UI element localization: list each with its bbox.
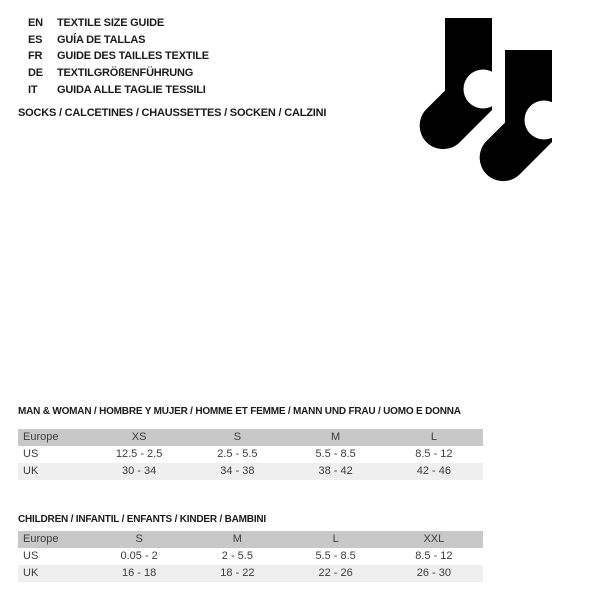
language-code: FR bbox=[28, 50, 43, 63]
language-label: GUIDA ALLE TAGLIE TESSILI bbox=[57, 83, 206, 96]
size-value: 12.5 - 2.5 bbox=[115, 448, 163, 460]
row-label: US bbox=[23, 448, 39, 460]
column-header-size: L bbox=[332, 533, 339, 545]
table-row-us bbox=[18, 548, 483, 565]
category-line: SOCKS / CALCETINES / CHAUSSETTES / SOCKEN / CALZINI bbox=[18, 107, 327, 119]
column-header-size: XXL bbox=[423, 533, 445, 545]
language-row-it bbox=[28, 82, 209, 99]
column-header-size: S bbox=[135, 533, 143, 545]
column-header-region: Europe bbox=[23, 533, 59, 545]
language-code: IT bbox=[28, 83, 38, 96]
sock-left-heel-circle bbox=[464, 70, 503, 109]
language-code: DE bbox=[28, 67, 43, 80]
language-row-fr bbox=[28, 48, 209, 65]
column-header-size: XS bbox=[131, 431, 147, 443]
column-header-size: M bbox=[331, 431, 341, 443]
language-label: TEXTILGRÖßENFÜHRUNG bbox=[57, 67, 194, 80]
children-size-table bbox=[18, 531, 483, 582]
column-header-size: M bbox=[232, 533, 242, 545]
language-label: GUÍA DE TALLAS bbox=[57, 33, 146, 46]
table-header-row bbox=[18, 531, 483, 548]
language-label: GUIDE DES TAILLES TEXTILE bbox=[57, 50, 209, 63]
language-code: ES bbox=[28, 33, 43, 46]
size-value: 0.05 - 2 bbox=[120, 550, 158, 562]
adults-table-title: MAN & WOMAN / HOMBRE Y MUJER / HOMME ET FEMME / MANN UND FRAU / UOMO E DONNA bbox=[18, 406, 461, 417]
size-value: 22 - 26 bbox=[318, 567, 353, 579]
sock-right-heel-circle bbox=[525, 101, 564, 140]
size-value: 38 - 42 bbox=[318, 465, 353, 477]
column-header-region: Europe bbox=[23, 431, 59, 443]
children-table-title: CHILDREN / INFANTIL / ENFANTS / KINDER / BAMBINI bbox=[18, 514, 266, 525]
size-value: 2 - 5.5 bbox=[221, 550, 253, 562]
column-header-size: L bbox=[430, 431, 437, 443]
size-value: 16 - 18 bbox=[122, 567, 157, 579]
column-header-size: S bbox=[233, 431, 242, 443]
adults-size-table bbox=[18, 429, 483, 480]
size-value: 42 - 46 bbox=[416, 465, 451, 477]
size-value: 34 - 38 bbox=[220, 465, 255, 477]
row-label: US bbox=[23, 550, 39, 562]
language-list bbox=[28, 15, 209, 98]
table-row-us bbox=[18, 446, 483, 463]
language-row-en bbox=[28, 15, 209, 32]
row-label: UK bbox=[23, 465, 39, 477]
size-value: 30 - 34 bbox=[122, 465, 157, 477]
size-value: 8.5 - 12 bbox=[415, 448, 453, 460]
size-value: 2.5 - 5.5 bbox=[217, 448, 258, 460]
table-row-uk bbox=[18, 565, 483, 582]
language-code: EN bbox=[28, 17, 43, 29]
size-value: 18 - 22 bbox=[220, 567, 255, 579]
size-value: 5.5 - 8.5 bbox=[315, 550, 356, 562]
size-value: 5.5 - 8.5 bbox=[315, 448, 356, 460]
language-label: TEXTILE SIZE GUIDE bbox=[57, 17, 165, 29]
size-value: 8.5 - 12 bbox=[415, 550, 453, 562]
size-value: 26 - 30 bbox=[416, 567, 451, 579]
row-label: UK bbox=[23, 567, 39, 579]
language-row-de bbox=[28, 65, 209, 82]
table-header-row bbox=[18, 429, 483, 446]
table-row-uk bbox=[18, 463, 483, 480]
language-row-es bbox=[28, 32, 209, 49]
socks-icon bbox=[417, 14, 565, 184]
